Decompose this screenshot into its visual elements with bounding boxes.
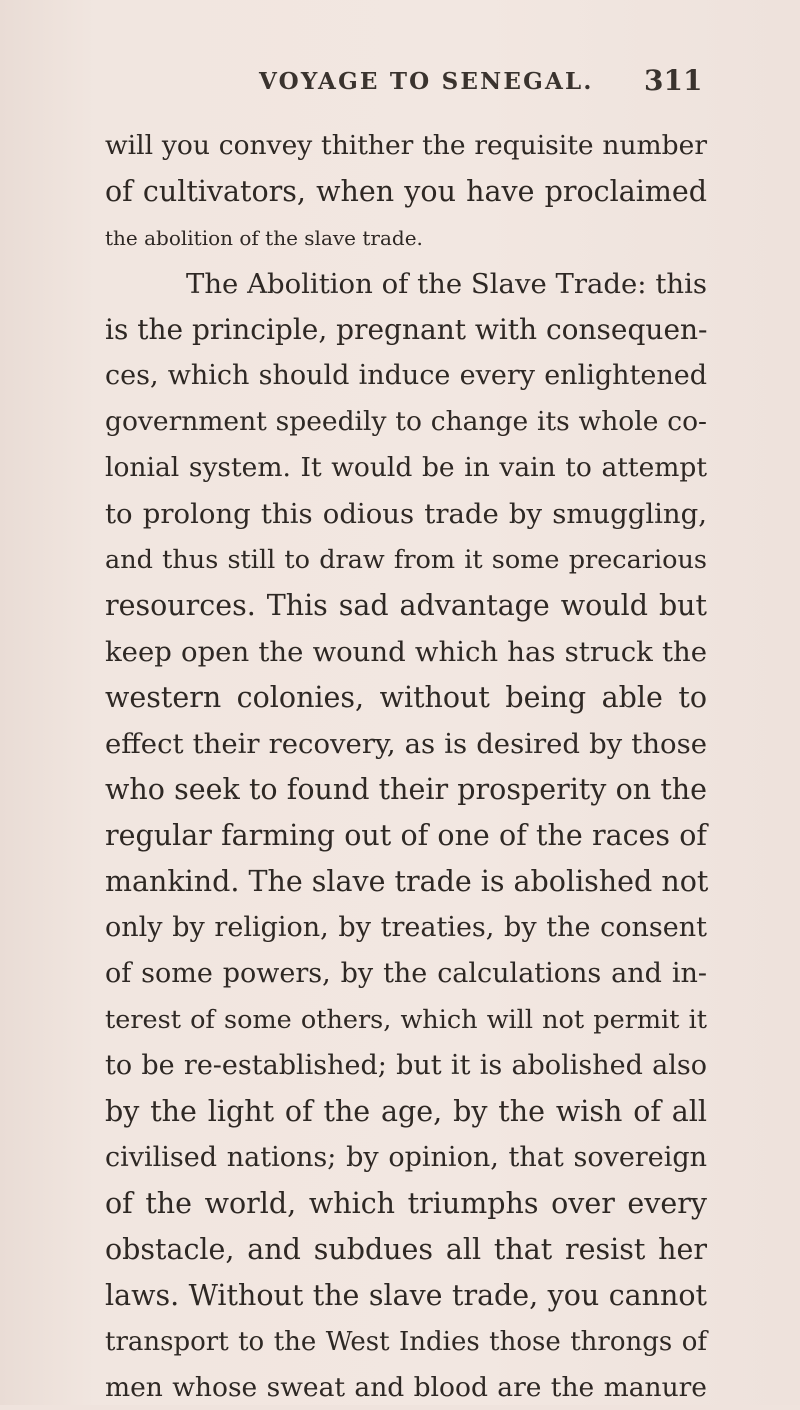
running-title: VOYAGE TO SENEGAL. bbox=[259, 68, 594, 95]
text-line: of the world, which triumphs over every bbox=[105, 1187, 707, 1220]
text-line: the abolition of the slave trade. bbox=[105, 226, 423, 250]
text-line: men whose sweat and blood are the manure bbox=[105, 1372, 707, 1403]
text-line: laws. Without the slave trade, you cannot bbox=[105, 1279, 707, 1312]
text-line: civilised nations; by opinion, that sovereign bbox=[105, 1142, 707, 1173]
text-line: is the principle, pregnant with consequen- bbox=[105, 313, 708, 346]
text-line: transport to the West Indies those throngs of bbox=[105, 1327, 707, 1357]
text-line: regular farming out of one of the races of bbox=[105, 819, 707, 852]
text-line: resources. This sad advantage would but bbox=[105, 589, 707, 622]
text-line: lonial system. It would be in vain to attempt bbox=[105, 452, 707, 483]
text-line: government speedily to change its whole co- bbox=[105, 406, 707, 437]
text-line: of cultivators, when you have proclaimed bbox=[105, 175, 707, 208]
text-line: keep open the wound which has struck the bbox=[105, 636, 707, 668]
text-line: terest of some others, which will not permit it bbox=[105, 1005, 707, 1035]
text-line: to be re-established; but it is abolished also bbox=[105, 1050, 707, 1081]
text-line: western colonies, without being able to bbox=[105, 681, 707, 714]
text-line: only by religion, by treaties, by the consent bbox=[105, 912, 707, 943]
text-line: and thus still to draw from it some precarious bbox=[105, 545, 707, 575]
text-line: effect their recovery, as is desired by those bbox=[105, 728, 707, 760]
running-head bbox=[0, 64, 800, 108]
text-line: of some powers, by the calculations and in- bbox=[105, 958, 707, 989]
text-line: will you convey thither the requisite number bbox=[105, 130, 707, 161]
text-line: to prolong this odious trade by smuggling, bbox=[105, 498, 707, 530]
text-line: by the light of the age, by the wish of all bbox=[105, 1095, 707, 1128]
text-line: ces, which should induce every enlightened bbox=[105, 360, 707, 391]
text-line: who seek to found their prosperity on the bbox=[105, 773, 707, 806]
text-line: obstacle, and subdues all that resist her bbox=[105, 1233, 707, 1266]
text-line: mankind. The slave trade is abolished not bbox=[105, 865, 709, 898]
text-line: The Abolition of the Slave Trade: this bbox=[186, 268, 707, 300]
page-number: 311 bbox=[644, 64, 703, 97]
